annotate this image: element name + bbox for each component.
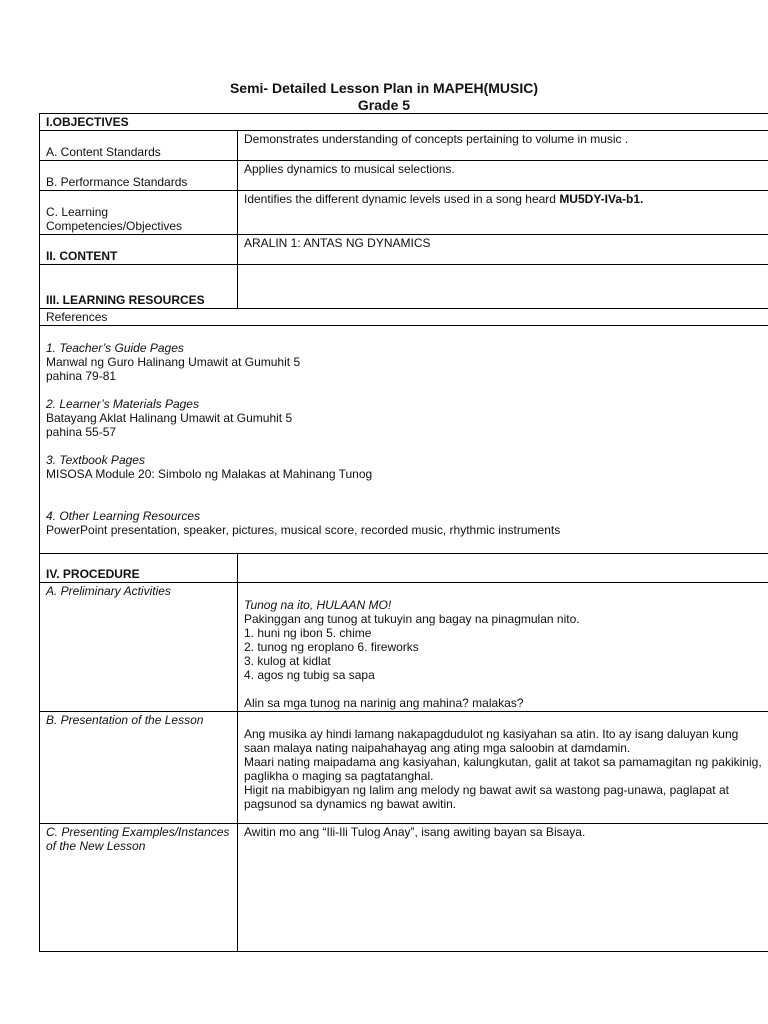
content-heading: II. CONTENT	[40, 235, 238, 265]
learning-competencies-value: Identifies the different dynamic levels used in a song heard	[244, 192, 560, 206]
learners-materials-line1: Batayang Aklat Halinang Umawit at Gumuhit 5	[46, 411, 293, 425]
examples-value: Awitin mo ang “Ili-Ili Tulog Anay”, isang awiting bayan sa Bisaya.	[238, 824, 768, 952]
examples-row	[40, 824, 768, 952]
preliminary-item: 3. kulog at kidlat	[244, 654, 331, 668]
learners-materials-label: 2. Learner’s Materials Pages	[46, 397, 199, 411]
learning-competencies-label: C. Learning Competencies/Objectives	[40, 191, 238, 235]
resources-list-row	[40, 326, 768, 554]
learning-resources-heading: III. LEARNING RESOURCES	[40, 265, 238, 309]
preliminary-row	[40, 583, 768, 712]
presentation-content	[238, 712, 768, 824]
performance-standards-label: B. Performance Standards	[40, 161, 238, 191]
presentation-row	[40, 712, 768, 824]
references-label: References	[40, 309, 768, 326]
teachers-guide-line2: pahina 79-81	[46, 369, 117, 383]
textbook-label: 3. Textbook Pages	[46, 453, 145, 467]
competency-code: MU5DY-IVa-b1.	[559, 192, 644, 206]
document-title: Semi- Detailed Lesson Plan in MAPEH(MUSIC)	[229, 80, 539, 96]
preliminary-item: 4. agos ng tubig sa sapa	[244, 668, 375, 682]
content-value: ARALIN 1: ANTAS NG DYNAMICS	[238, 235, 768, 265]
preliminary-item: 2. tunog ng eroplano 6. fireworks	[244, 640, 419, 654]
examples-label: C. Presenting Examples/Instances of the New Lesson	[40, 824, 238, 952]
procedure-empty	[238, 554, 768, 583]
learning-resources-empty	[238, 265, 768, 309]
presentation-para3: Higit na mabibigyan ng lalim ang melody ng bawat awit sa wastong pag-unawa, paglapat at pagsunod sa dynamics ng bawat awitin.	[244, 783, 729, 811]
document-subtitle: Grade 5	[357, 97, 411, 113]
content-standards-row	[40, 131, 768, 161]
content-row	[40, 235, 768, 265]
preliminary-item: 1. huni ng ibon 5. chime	[244, 626, 372, 640]
textbook-line1: MISOSA Module 20: Simbolo ng Malakas at Mahinang Tunog	[46, 467, 373, 481]
presentation-label: B. Presentation of the Lesson	[40, 712, 238, 824]
performance-standards-value: Applies dynamics to musical selections.	[238, 161, 768, 191]
learning-resources-row	[40, 265, 768, 309]
learning-competencies-row	[40, 191, 768, 235]
lesson-plan-table	[39, 113, 768, 952]
resources-list	[40, 326, 768, 554]
objectives-row	[40, 114, 768, 131]
learning-competencies-cell	[238, 191, 768, 235]
learners-materials-line2: pahina 55-57	[46, 425, 117, 439]
teachers-guide-line1: Manwal ng Guro Halinang Umawit at Gumuhit 5	[46, 355, 301, 369]
content-standards-label: A. Content Standards	[40, 131, 238, 161]
other-resources-label: 4. Other Learning Resources	[46, 509, 201, 523]
presentation-para2: Maari nating maipadama ang kasiyahan, kalungkutan, galit at takot sa pamamagitan ng pakikinig, paglikha o maging sa pagtatanghal.	[244, 755, 762, 783]
preliminary-title: Tunog na ito, HULAAN MO!	[244, 598, 392, 612]
preliminary-label: A. Preliminary Activities	[40, 583, 238, 712]
references-row	[40, 309, 768, 326]
preliminary-instruction: Pakinggan ang tunog at tukuyin ang bagay na pinagmulan nito.	[244, 612, 580, 626]
procedure-row	[40, 554, 768, 583]
preliminary-content	[238, 583, 768, 712]
presentation-para1: Ang musika ay hindi lamang nakapagdudulot ng kasiyahan sa atin. Ito ay isang daluyan kung saan malaya nating naipahahayag ang ating mga saloobin at damdamin.	[244, 727, 739, 755]
objectives-heading: I.OBJECTIVES	[40, 114, 768, 131]
teachers-guide-label: 1. Teacher’s Guide Pages	[46, 341, 184, 355]
other-resources-line1: PowerPoint presentation, speaker, pictures, musical score, recorded music, rhythmic instruments	[46, 523, 561, 537]
content-standards-value: Demonstrates understanding of concepts pertaining to volume in music .	[238, 131, 768, 161]
preliminary-question: Alin sa mga tunog na narinig ang mahina? malakas?	[244, 696, 524, 710]
performance-standards-row	[40, 161, 768, 191]
procedure-heading: IV. PROCEDURE	[40, 554, 238, 583]
